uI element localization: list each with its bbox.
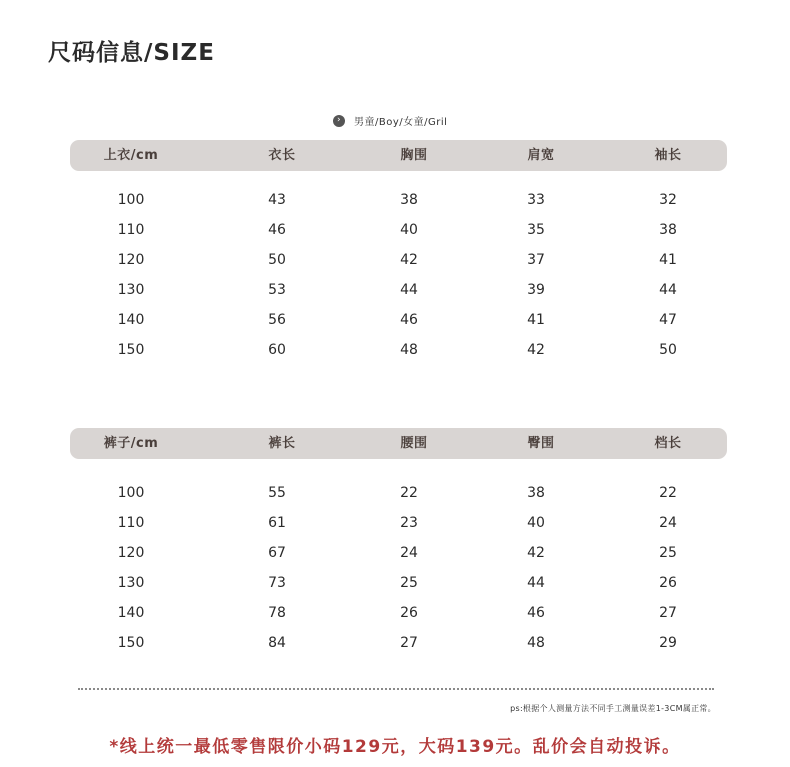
tops-cell: 53 (268, 282, 286, 298)
measurement-note: ps:根据个人测量方法不同手工测量误差1-3CM属正常。 (510, 704, 716, 713)
tops-table-row (70, 220, 727, 240)
tops-cell: 40 (400, 222, 418, 238)
pants-table-row (70, 633, 727, 653)
tops-cell: 32 (659, 192, 677, 208)
pants-cell: 100 (117, 485, 145, 501)
tops-cell: 150 (117, 342, 145, 358)
pants-cell: 26 (659, 575, 677, 591)
tops-table-row (70, 190, 727, 210)
pants-table-header (70, 428, 727, 459)
pants-cell: 24 (400, 545, 418, 561)
pants-table-row (70, 543, 727, 563)
tops-cell: 50 (659, 342, 677, 358)
tops-cell: 100 (117, 192, 145, 208)
pants-header-cell: 裤长 (268, 436, 296, 451)
tops-header-cell: 胸围 (400, 148, 428, 163)
pants-table-row (70, 513, 727, 533)
pants-cell: 150 (117, 635, 145, 651)
pants-cell: 22 (400, 485, 418, 501)
pants-cell: 120 (117, 545, 145, 561)
tops-cell: 42 (527, 342, 545, 358)
pants-cell: 42 (527, 545, 545, 561)
gender-text: 男童/Boy/女童/Gril (354, 117, 448, 128)
pants-cell: 130 (117, 575, 145, 591)
pants-table-row (70, 573, 727, 593)
price-warning: *线上统一最低零售限价小码129元，大码139元。乱价会自动投诉。 (109, 737, 681, 757)
pants-header-cell: 臀围 (527, 436, 555, 451)
chevron-right-icon: › (333, 115, 345, 127)
tops-table-row (70, 340, 727, 360)
pants-header-cell: 档长 (654, 436, 682, 451)
pants-cell: 110 (117, 515, 145, 531)
page-title: 尺码信息/SIZE (48, 40, 215, 66)
pants-cell: 27 (400, 635, 418, 651)
tops-header-cell: 袖长 (654, 148, 682, 163)
tops-cell: 43 (268, 192, 286, 208)
pants-cell: 48 (527, 635, 545, 651)
tops-cell: 48 (400, 342, 418, 358)
pants-cell: 67 (268, 545, 286, 561)
tops-cell: 41 (659, 252, 677, 268)
tops-cell: 130 (117, 282, 145, 298)
tops-table-row (70, 250, 727, 270)
gender-label (333, 113, 447, 128)
pants-table-row (70, 603, 727, 623)
tops-cell: 38 (400, 192, 418, 208)
pants-cell: 40 (527, 515, 545, 531)
tops-table-row (70, 280, 727, 300)
tops-cell: 46 (400, 312, 418, 328)
pants-cell: 84 (268, 635, 286, 651)
pants-cell: 23 (400, 515, 418, 531)
pants-cell: 29 (659, 635, 677, 651)
tops-cell: 120 (117, 252, 145, 268)
tops-header-cell: 衣长 (268, 148, 296, 163)
dotted-divider (78, 688, 714, 690)
tops-cell: 33 (527, 192, 545, 208)
tops-cell: 44 (400, 282, 418, 298)
pants-cell: 26 (400, 605, 418, 621)
pants-cell: 38 (527, 485, 545, 501)
tops-cell: 44 (659, 282, 677, 298)
tops-table-header (70, 140, 727, 171)
tops-cell: 35 (527, 222, 545, 238)
pants-cell: 27 (659, 605, 677, 621)
tops-cell: 56 (268, 312, 286, 328)
tops-cell: 46 (268, 222, 286, 238)
tops-header-cell: 上衣/cm (103, 148, 159, 163)
tops-cell: 110 (117, 222, 145, 238)
pants-cell: 55 (268, 485, 286, 501)
tops-cell: 140 (117, 312, 145, 328)
pants-cell: 25 (659, 545, 677, 561)
tops-cell: 47 (659, 312, 677, 328)
tops-cell: 38 (659, 222, 677, 238)
pants-header-cell: 腰围 (400, 436, 428, 451)
tops-header-cell: 肩宽 (527, 148, 555, 163)
pants-cell: 44 (527, 575, 545, 591)
tops-cell: 39 (527, 282, 545, 298)
pants-cell: 78 (268, 605, 286, 621)
pants-cell: 24 (659, 515, 677, 531)
pants-header-cell: 裤子/cm (103, 436, 159, 451)
pants-cell: 46 (527, 605, 545, 621)
tops-cell: 42 (400, 252, 418, 268)
pants-cell: 73 (268, 575, 286, 591)
pants-cell: 61 (268, 515, 286, 531)
pants-cell: 140 (117, 605, 145, 621)
pants-cell: 25 (400, 575, 418, 591)
tops-cell: 60 (268, 342, 286, 358)
tops-cell: 41 (527, 312, 545, 328)
tops-cell: 50 (268, 252, 286, 268)
tops-table-row (70, 310, 727, 330)
pants-cell: 22 (659, 485, 677, 501)
pants-table-row (70, 483, 727, 503)
tops-cell: 37 (527, 252, 545, 268)
